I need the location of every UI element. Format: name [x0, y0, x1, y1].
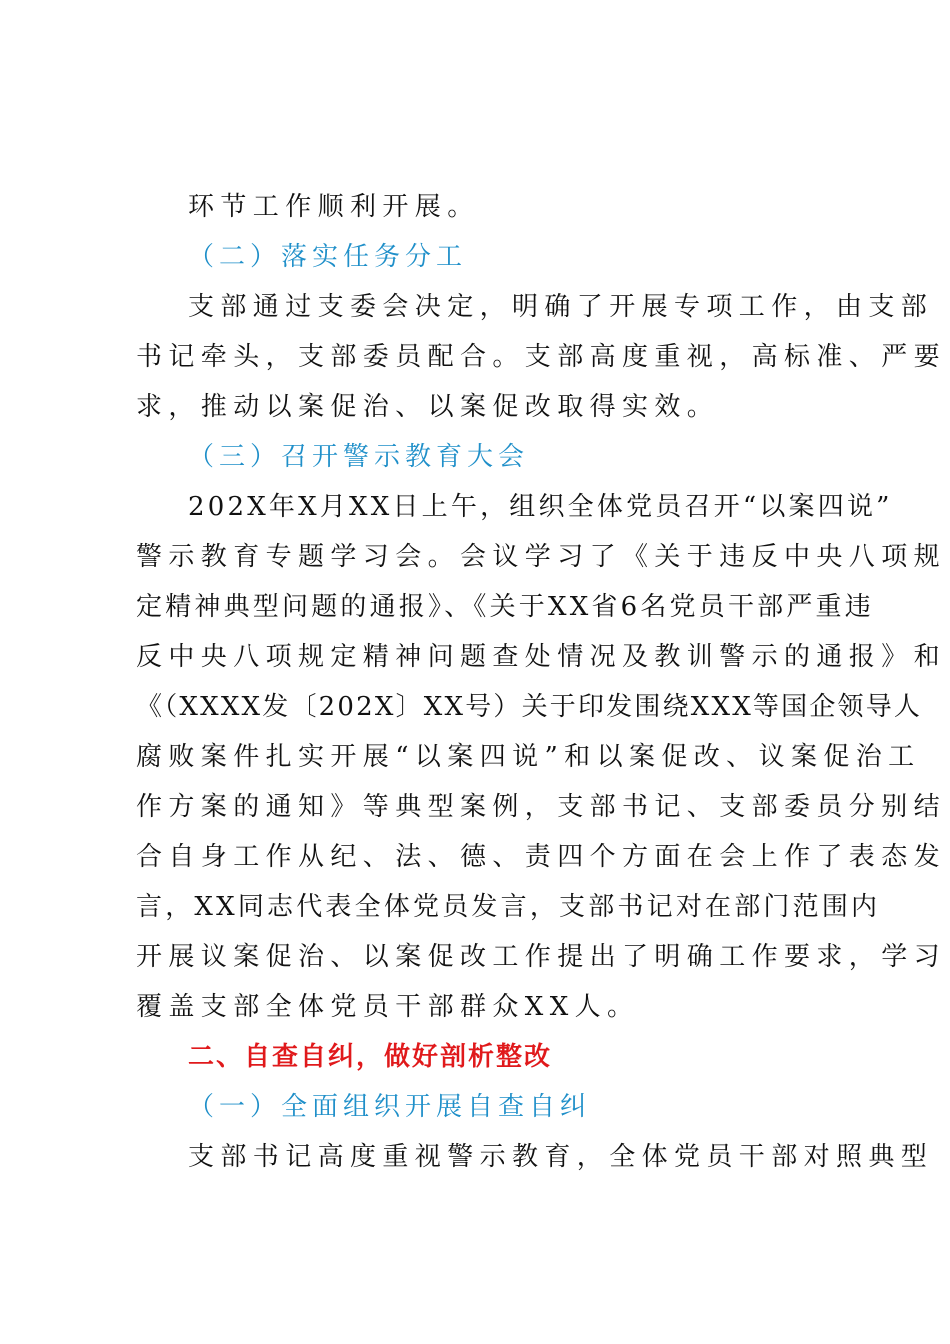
body-text-line: 支部通过支委会决定，明确了开展专项工作，由支部	[188, 292, 934, 322]
body-text-line: 警示教育专题学习会。会议学习了《关于违反中央八项规	[136, 542, 947, 572]
body-text-line: 支部书记高度重视警示教育，全体党员干部对照典型	[188, 1142, 934, 1172]
section-heading-self-inspection: 二、自查自纠，做好剖析整改	[188, 1042, 553, 1072]
body-text-line: 202X年X月XX日上午，组织全体党员召开“以案四说”	[188, 492, 893, 522]
body-text-line: 环节工作顺利开展。	[188, 192, 480, 222]
body-text-line: 定精神典型问题的通报》、《关于XX省6名党员干部严重违	[136, 592, 874, 622]
body-text-line: 作方案的通知》等典型案例，支部书记、支部委员分别结	[136, 792, 947, 822]
subheading-warning-meeting: （三）召开警示教育大会	[188, 442, 530, 472]
body-text-line: 覆盖支部全体党员干部群众XX人。	[136, 992, 640, 1022]
body-text-line: 开展议案促治、以案促改工作提出了明确工作要求，学习	[136, 942, 947, 972]
body-text-line: 言，XX同志代表全体党员发言，支部书记对在部门范围内	[136, 892, 881, 922]
body-text-line: 求，推动以案促治、以案促改取得实效。	[136, 392, 720, 422]
subheading-assign-tasks: （二）落实任务分工	[188, 242, 468, 272]
subheading-self-inspection: （一）全面组织开展自查自纠	[188, 1092, 592, 1122]
body-text-line: 腐败案件扎实开展“以案四说”和以案促改、议案促治工	[136, 742, 921, 772]
body-text-line: 《（XXXX发〔202X〕XX号）关于印发围绕XXX等国企领导人	[136, 692, 923, 722]
body-text-line: 合自身工作从纪、法、德、责四个方面在会上作了表态发	[136, 842, 947, 872]
body-text-line: 书记牵头，支部委员配合。支部高度重视，高标准、严要	[136, 342, 947, 372]
body-text-line: 反中央八项规定精神问题查处情况及教训警示的通报》和	[136, 642, 947, 672]
